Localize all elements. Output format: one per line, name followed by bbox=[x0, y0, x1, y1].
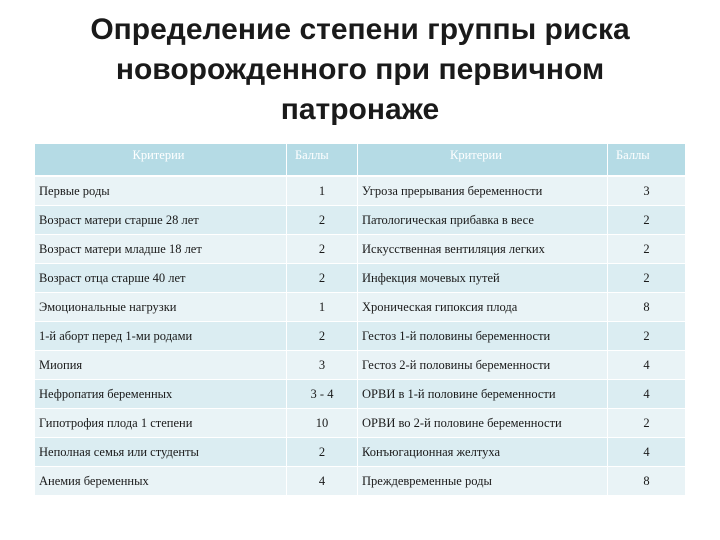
cell-points-right: 4 bbox=[608, 351, 686, 380]
cell-points-left: 2 bbox=[287, 235, 358, 264]
cell-criterion-right: Гестоз 1-й половины беременности bbox=[358, 322, 608, 351]
table-row bbox=[35, 206, 686, 235]
cell-criterion-right: Искусственная вентиляция легких bbox=[358, 235, 608, 264]
cell-criterion-right: Патологическая прибавка в весе bbox=[358, 206, 608, 235]
title-line-2: новорожденного при первичном bbox=[115, 53, 605, 86]
cell-criterion-left: Возраст матери старше 28 лет bbox=[35, 206, 287, 235]
header-criteria-2: Критерии bbox=[358, 144, 608, 177]
cell-criterion-left: Возраст отца старше 40 лет bbox=[35, 264, 287, 293]
cell-points-left: 2 bbox=[287, 322, 358, 351]
cell-criterion-right: Преждевременные роды bbox=[358, 467, 608, 496]
cell-points-right: 2 bbox=[608, 235, 686, 264]
cell-points-left: 4 bbox=[287, 467, 358, 496]
cell-criterion-right: Гестоз 2-й половины беременности bbox=[358, 351, 608, 380]
cell-points-right: 2 bbox=[608, 206, 686, 235]
cell-points-right: 2 bbox=[608, 409, 686, 438]
header-criteria-1: Критерии bbox=[35, 144, 287, 177]
cell-criterion-left: Возраст матери младше 18 лет bbox=[35, 235, 287, 264]
cell-points-left: 2 bbox=[287, 438, 358, 467]
cell-criterion-right: Инфекция мочевых путей bbox=[358, 264, 608, 293]
cell-criterion-left: Неполная семья или студенты bbox=[35, 438, 287, 467]
title-line-3: патронаже bbox=[280, 93, 440, 126]
table-row bbox=[35, 409, 686, 438]
cell-points-right: 8 bbox=[608, 467, 686, 496]
header-points-2: Баллы bbox=[608, 144, 686, 177]
cell-criterion-left: 1-й аборт перед 1-ми родами bbox=[35, 322, 287, 351]
title-line-1: Определение степени группы риска bbox=[90, 13, 630, 46]
page-title bbox=[20, 10, 700, 130]
cell-points-left: 10 bbox=[287, 409, 358, 438]
cell-criterion-left: Гипотрофия плода 1 степени bbox=[35, 409, 287, 438]
table-row bbox=[35, 177, 686, 206]
cell-points-left: 3 bbox=[287, 351, 358, 380]
table-row bbox=[35, 264, 686, 293]
cell-points-left: 3 - 4 bbox=[287, 380, 358, 409]
cell-criterion-right: Конъюгационная желтуха bbox=[358, 438, 608, 467]
cell-points-left: 1 bbox=[287, 177, 358, 206]
cell-criterion-left: Эмоциональные нагрузки bbox=[35, 293, 287, 322]
table-row bbox=[35, 438, 686, 467]
table-row bbox=[35, 467, 686, 496]
cell-points-right: 4 bbox=[608, 380, 686, 409]
cell-criterion-left: Миопия bbox=[35, 351, 287, 380]
cell-criterion-left: Нефропатия беременных bbox=[35, 380, 287, 409]
cell-points-left: 2 bbox=[287, 264, 358, 293]
cell-criterion-left: Первые роды bbox=[35, 177, 287, 206]
table-row bbox=[35, 322, 686, 351]
criteria-table bbox=[35, 144, 686, 496]
cell-points-left: 1 bbox=[287, 293, 358, 322]
cell-criterion-right: Угроза прерывания беременности bbox=[358, 177, 608, 206]
cell-points-right: 4 bbox=[608, 438, 686, 467]
table-row bbox=[35, 380, 686, 409]
cell-criterion-left: Анемия беременных bbox=[35, 467, 287, 496]
cell-points-left: 2 bbox=[287, 206, 358, 235]
cell-points-right: 3 bbox=[608, 177, 686, 206]
cell-criterion-right: ОРВИ в 1-й половине беременности bbox=[358, 380, 608, 409]
header-points-1: Баллы bbox=[287, 144, 358, 177]
table-row bbox=[35, 351, 686, 380]
table-header-row bbox=[35, 144, 686, 177]
table-row bbox=[35, 293, 686, 322]
cell-points-right: 2 bbox=[608, 264, 686, 293]
cell-criterion-right: Хроническая гипоксия плода bbox=[358, 293, 608, 322]
cell-points-right: 8 bbox=[608, 293, 686, 322]
cell-points-right: 2 bbox=[608, 322, 686, 351]
cell-criterion-right: ОРВИ во 2-й половине беременности bbox=[358, 409, 608, 438]
table-row bbox=[35, 235, 686, 264]
